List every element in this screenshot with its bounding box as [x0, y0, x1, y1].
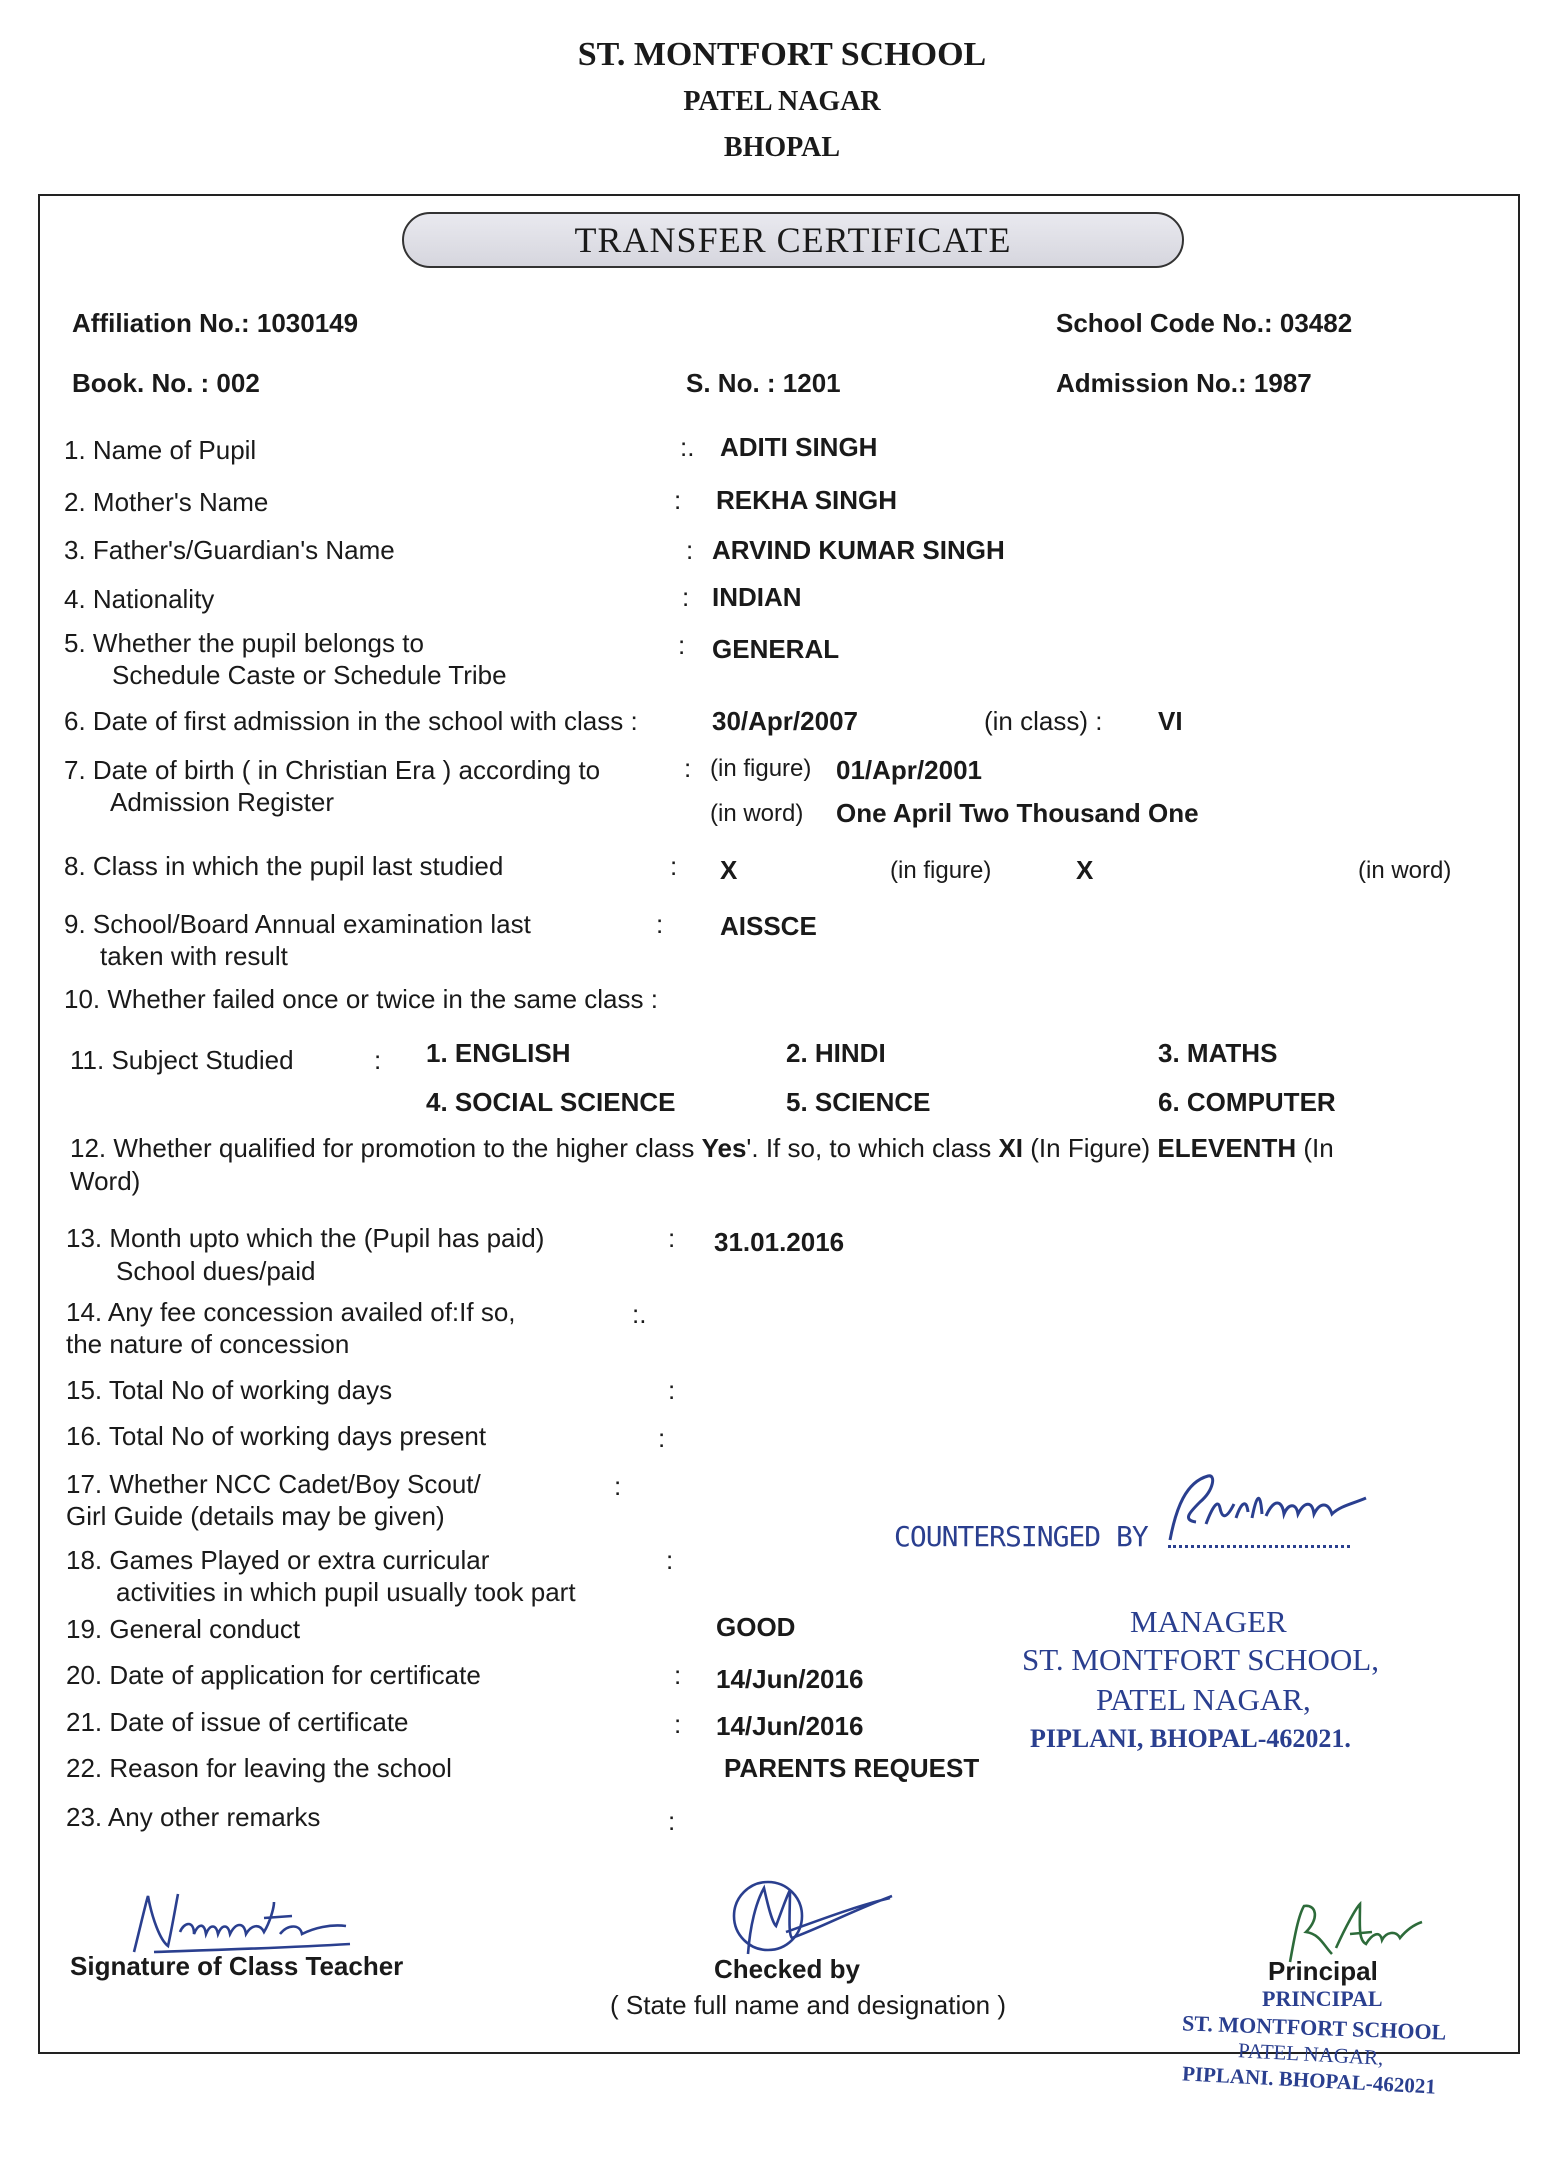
- colon: :: [674, 1709, 682, 1739]
- teacher-signature: [124, 1888, 354, 1958]
- item-20-label: 20. Date of application for certificate: [66, 1660, 481, 1690]
- manager-stamp-1: MANAGER: [1130, 1604, 1287, 1639]
- issue-date: 14/Jun/2016: [716, 1711, 864, 1741]
- colon: :: [374, 1045, 382, 1075]
- principal-stamp-3: PATEL NAGAR,: [1237, 2038, 1385, 2070]
- school-city: BHOPAL: [723, 132, 841, 163]
- subject-1: 1. ENGLISH: [426, 1038, 571, 1068]
- principal-stamp-4: PIPLANI. BHOPAL-462021: [1181, 2061, 1437, 2099]
- item-4-label: 4. Nationality: [64, 584, 215, 614]
- manager-stamp-4: PIPLANI, BHOPAL-462021.: [1030, 1724, 1351, 1753]
- item-12-text-2: Word): [70, 1166, 141, 1196]
- dob-figure-label: (in figure): [710, 755, 812, 782]
- item-18-label: 18. Games Played or extra curricular: [66, 1545, 490, 1575]
- serial-no: S. No. : 1201: [686, 368, 841, 398]
- colon: :: [682, 582, 690, 612]
- colon: :: [614, 1471, 622, 1501]
- colon: :: [678, 630, 686, 660]
- item-17-label-2: Girl Guide (details may be given): [66, 1501, 445, 1531]
- admission-class: VI: [1158, 706, 1183, 736]
- item-7-label: 7. Date of birth ( in Christian Era ) according to: [64, 755, 601, 785]
- manager-signature: [1156, 1468, 1376, 1552]
- item-13-label-2: School dues/paid: [116, 1256, 316, 1286]
- item-5-label-2: Schedule Caste or Schedule Tribe: [112, 660, 507, 690]
- item-7-label-2: Admission Register: [110, 787, 334, 817]
- principal-label: Principal: [1268, 1956, 1378, 1986]
- item-9-label: 9. School/Board Annual examination last: [64, 909, 531, 939]
- colon: :: [656, 909, 664, 939]
- item-19-label: 19. General conduct: [66, 1614, 301, 1644]
- item-21-label: 21. Date of issue of certificate: [66, 1707, 409, 1737]
- item-16-label: 16. Total No of working days present: [66, 1421, 487, 1451]
- in-word-label: (in word): [1358, 857, 1452, 884]
- dues-paid-date: 31.01.2016: [714, 1227, 845, 1257]
- colon: :: [658, 1423, 666, 1453]
- category: GENERAL: [712, 634, 840, 664]
- item-1-label: 1. Name of Pupil: [64, 435, 257, 465]
- colon: :: [668, 1806, 676, 1836]
- pupil-name: ADITI SINGH: [720, 432, 878, 462]
- manager-stamp-3: PATEL NAGAR,: [1096, 1682, 1311, 1717]
- principal-stamp-1: PRINCIPAL: [1262, 1986, 1383, 2011]
- item-12-text: 12. Whether qualified for promotion to the higher class Yes'. If so, to which class XI (In Figure) ELEVENTH (In: [70, 1133, 1334, 1163]
- item-9-label-2: taken with result: [100, 941, 288, 971]
- subject-2: 2. HINDI: [786, 1038, 886, 1068]
- subject-3: 3. MATHS: [1158, 1038, 1278, 1068]
- item-13-label: 13. Month upto which the (Pupil has paid): [66, 1223, 545, 1253]
- father-name: ARVIND KUMAR SINGH: [712, 535, 1005, 565]
- item-10-label: 10. Whether failed once or twice in the same class :: [64, 984, 658, 1014]
- subject-5: 5. SCIENCE: [786, 1087, 931, 1117]
- principal-stamp-2: ST. MONTFORT SCHOOL: [1181, 2010, 1447, 2045]
- item-2-label: 2. Mother's Name: [64, 487, 269, 517]
- checked-by-label: Checked by: [714, 1954, 860, 1984]
- item-14-label-2: the nature of concession: [66, 1329, 350, 1359]
- item-14-label: 14. Any fee concession availed of:If so,: [66, 1297, 516, 1327]
- admission-no: Admission No.: 1987: [1056, 368, 1312, 398]
- colon: :: [674, 485, 682, 515]
- item-17-label: 17. Whether NCC Cadet/Boy Scout/: [66, 1469, 481, 1499]
- checked-by-note: ( State full name and designation ): [610, 1990, 1007, 2020]
- school-area: PATEL NAGAR: [683, 86, 881, 117]
- teacher-signature-label: Signature of Class Teacher: [70, 1951, 404, 1981]
- colon: :: [668, 1375, 676, 1405]
- affiliation-no: Affiliation No.: 1030149: [72, 308, 359, 338]
- colon: :.: [632, 1299, 647, 1329]
- subject-4: 4. SOCIAL SCIENCE: [426, 1087, 676, 1117]
- colon: :: [668, 1223, 676, 1253]
- item-11-label: 11. Subject Studied: [70, 1045, 294, 1075]
- exam-result: AISSCE: [720, 911, 817, 941]
- item-18-label-2: activities in which pupil usually took part: [116, 1577, 576, 1607]
- dob-word-label: (in word): [710, 800, 804, 827]
- school-name: ST. MONTFORT SCHOOL: [577, 36, 987, 73]
- last-class-word: X: [1076, 855, 1094, 885]
- school-code: School Code No.: 03482: [1056, 308, 1353, 338]
- item-22-label: 22. Reason for leaving the school: [66, 1753, 452, 1783]
- manager-stamp-2: ST. MONTFORT SCHOOL,: [1022, 1642, 1379, 1677]
- item-6-label: 6. Date of first admission in the school with class :: [64, 706, 638, 736]
- item-8-label: 8. Class in which the pupil last studied: [64, 851, 504, 881]
- mother-name: REKHA SINGH: [716, 485, 898, 515]
- item-15-label: 15. Total No of working days: [66, 1375, 393, 1405]
- nationality: INDIAN: [712, 582, 802, 612]
- item-5-label: 5. Whether the pupil belongs to: [64, 628, 424, 658]
- colon: :.: [680, 432, 695, 462]
- countersigned-label: COUNTERSINGED BY: [894, 1520, 1148, 1553]
- application-date: 14/Jun/2016: [716, 1664, 864, 1694]
- in-class-label: (in class) :: [984, 706, 1103, 736]
- leaving-reason: PARENTS REQUEST: [724, 1753, 980, 1783]
- general-conduct: GOOD: [716, 1612, 796, 1642]
- colon: :: [666, 1545, 674, 1575]
- last-class-figure: X: [720, 855, 738, 885]
- colon: :: [670, 851, 678, 881]
- admission-date: 30/Apr/2007: [712, 706, 858, 736]
- book-no: Book. No. : 002: [72, 368, 260, 398]
- colon: :: [674, 1660, 682, 1690]
- colon: :: [684, 753, 692, 783]
- dob-word: One April Two Thousand One: [836, 798, 1199, 828]
- item-3-label: 3. Father's/Guardian's Name: [64, 535, 395, 565]
- in-figure-label: (in figure): [890, 857, 992, 884]
- item-23-label: 23. Any other remarks: [66, 1802, 321, 1832]
- subject-6: 6. COMPUTER: [1158, 1087, 1336, 1117]
- colon: :: [686, 535, 694, 565]
- certificate-title: TRANSFER CERTIFICATE: [402, 212, 1184, 268]
- dob-figure: 01/Apr/2001: [836, 755, 982, 785]
